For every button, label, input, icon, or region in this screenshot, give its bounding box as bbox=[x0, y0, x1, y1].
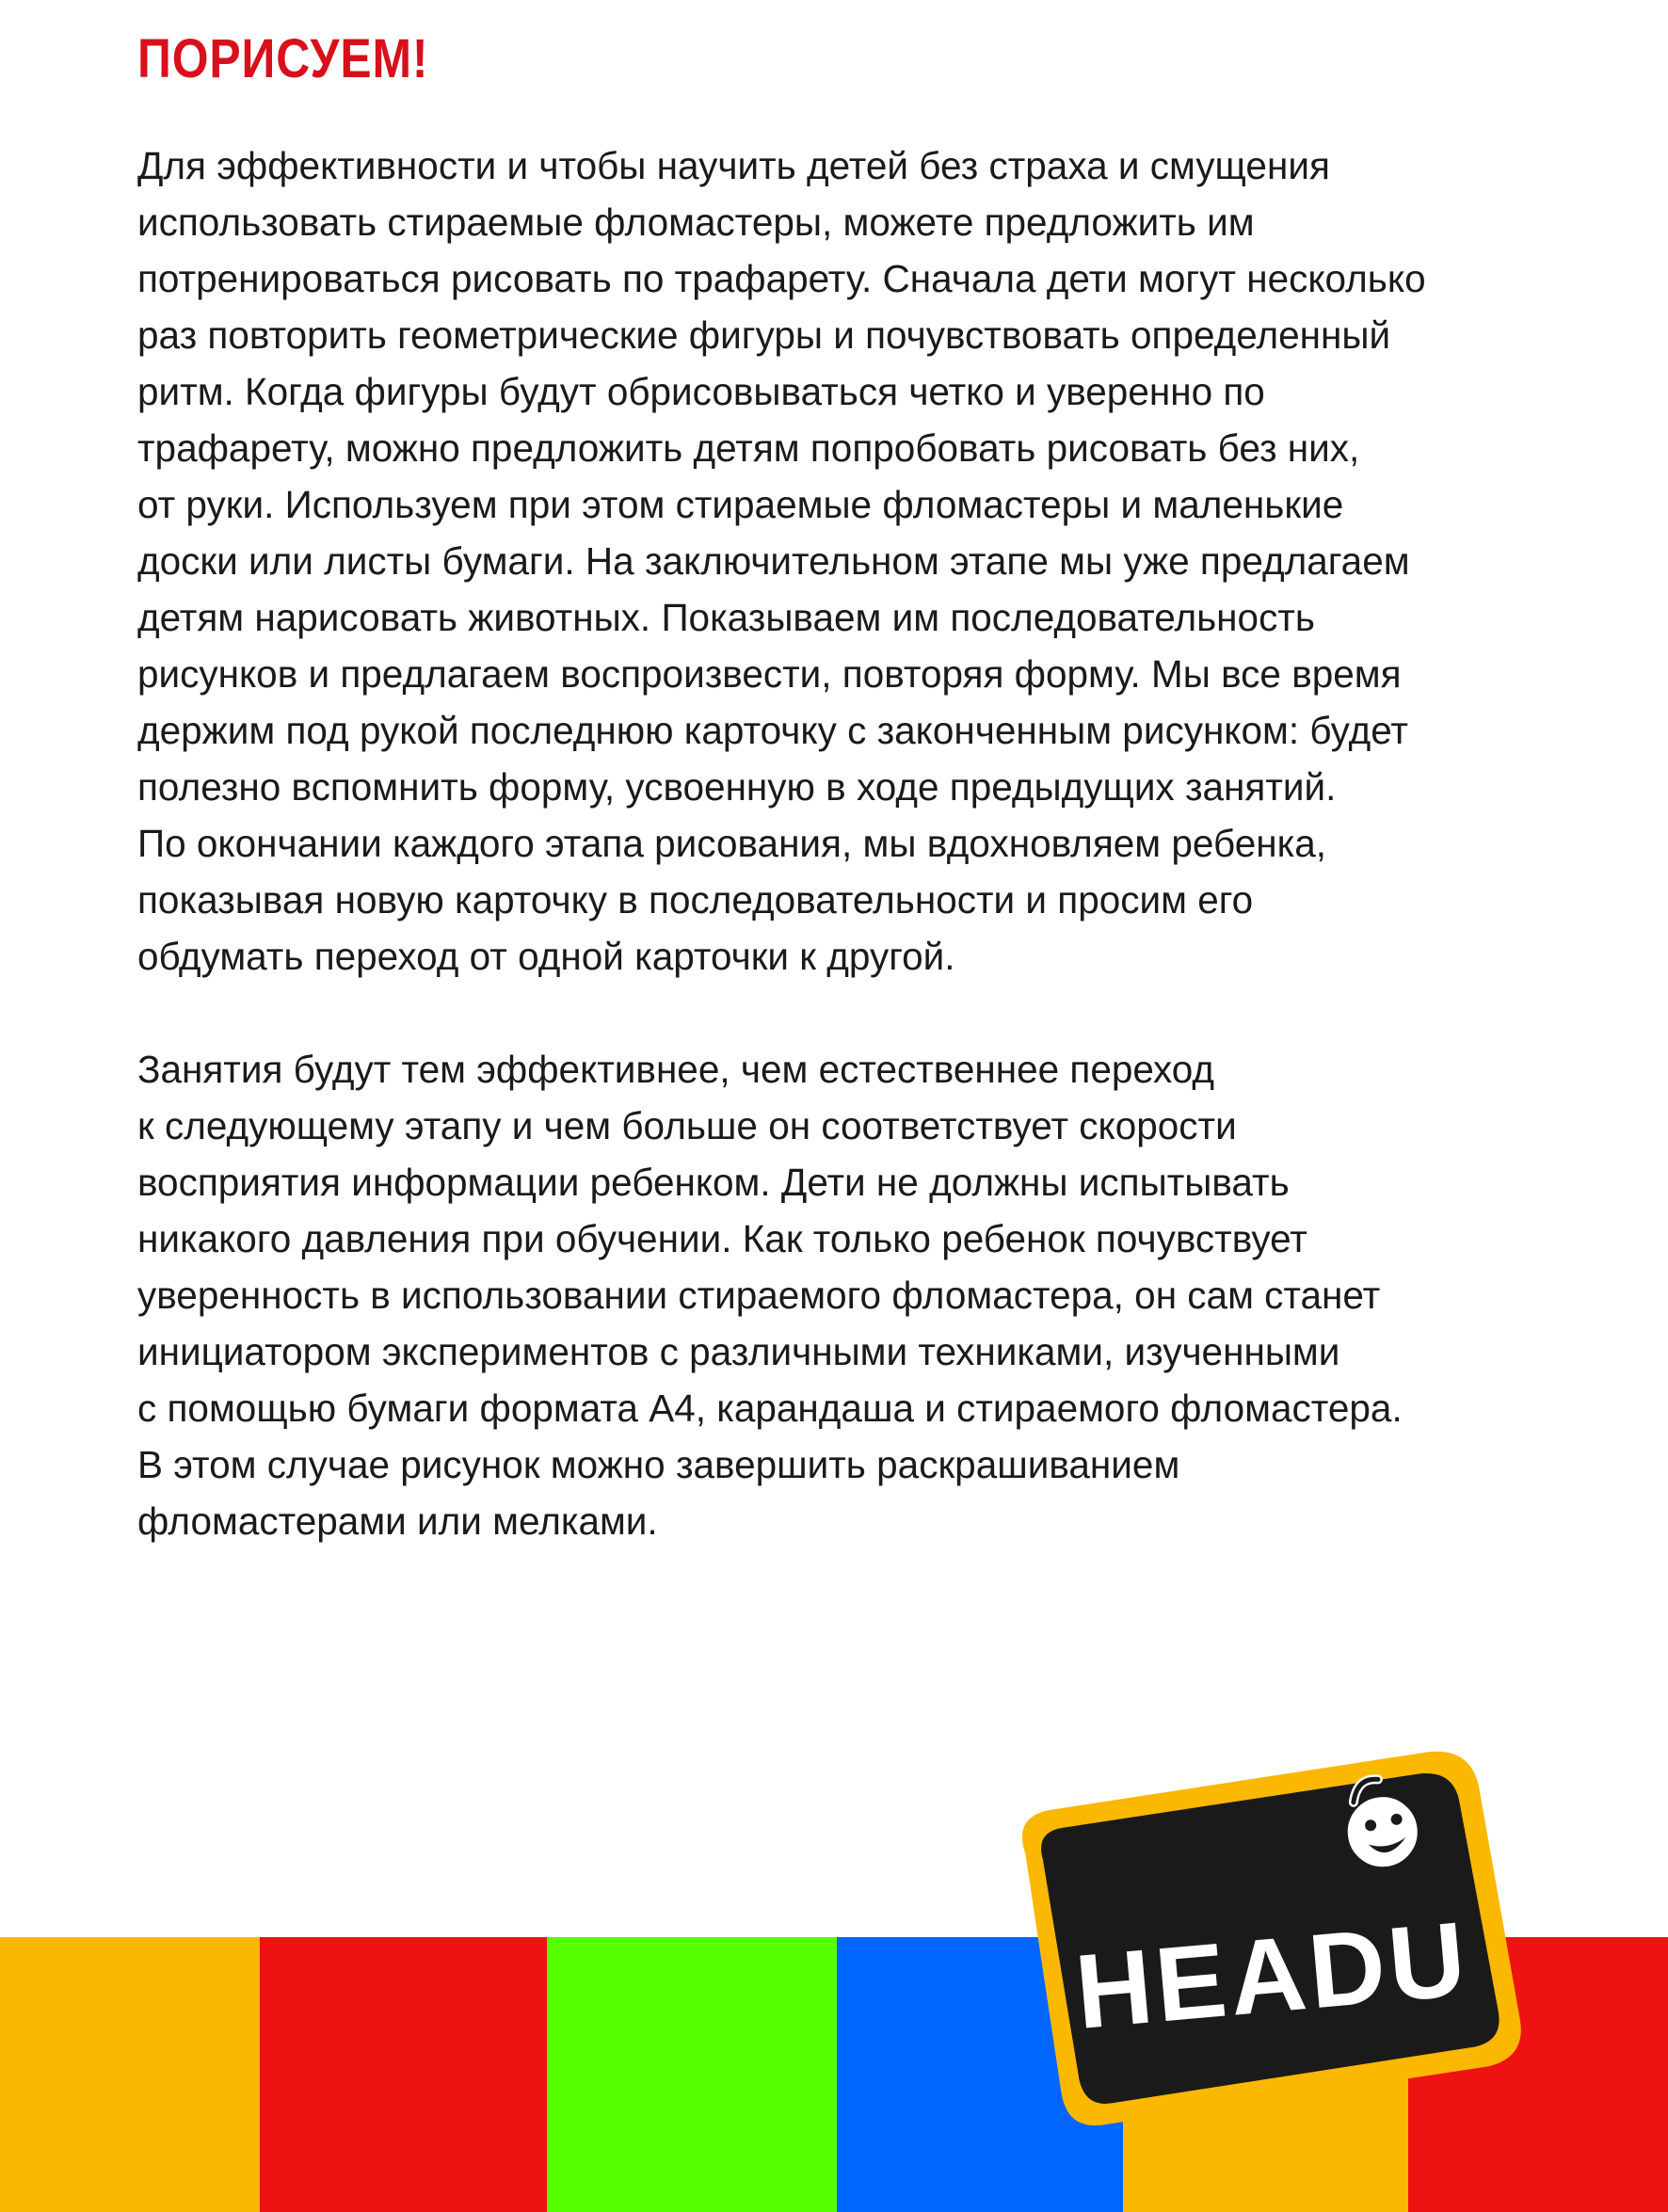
logo-text: HEADU bbox=[1070, 1899, 1474, 2051]
stripe-3 bbox=[547, 1937, 837, 2212]
body-text bbox=[137, 137, 1606, 1549]
stripe-2 bbox=[260, 1937, 547, 2212]
paragraph-1: Для эффективности и чтобы научить детей без страха и смущения использовать стираемые фломастеры, можете предложить им потренироваться рисовать по трафарету. Сначала дети могут несколько раз повторить геометрические фигуры и почувствовать определенный ритм. Когда фигуры будут обрисовываться четко и уверенно по трафарету, можно предложить детям попробовать рисовать без них, от руки. Используем при этом стираемые фломастеры и маленькие доски или листы бумаги. На заключительном этапе мы уже предлагаем детям нарисовать животных. Показываем им последовательность рисунков и предлагаем воспроизвести, повторяя форму. Мы все время держим под рукой последнюю карточку с законченным рисунком: будет полезно вспомнить форму, усвоенную в ходе предыдущих занятий. По окончании каждого этапа рисования, мы вдохновляем ребенка, показывая новую карточку в последовательности и просим его обдумать переход от одной карточки к другой. bbox=[137, 144, 1426, 978]
paragraph-2: Занятия будут тем эффективнее, чем естественнее переход к следующему этапу и чем больше он соответствует скорости восприятия информации ребенком. Дети не должны испытывать никакого давления при обучении. Как только ребенок почувствует уверенность в использовании стираемого фломастера, он сам станет инициатором экспериментов с различными техниками, изученными с помощью бумаги формата А4, карандаша и стираемого фломастера. В этом случае рисунок можно завершить раскрашиванием фломастерами или мелками. bbox=[137, 1048, 1403, 1543]
page-title: ПОРИСУЕМ! bbox=[137, 28, 429, 89]
headu-logo bbox=[996, 1730, 1523, 2125]
stripe-1 bbox=[0, 1937, 260, 2212]
